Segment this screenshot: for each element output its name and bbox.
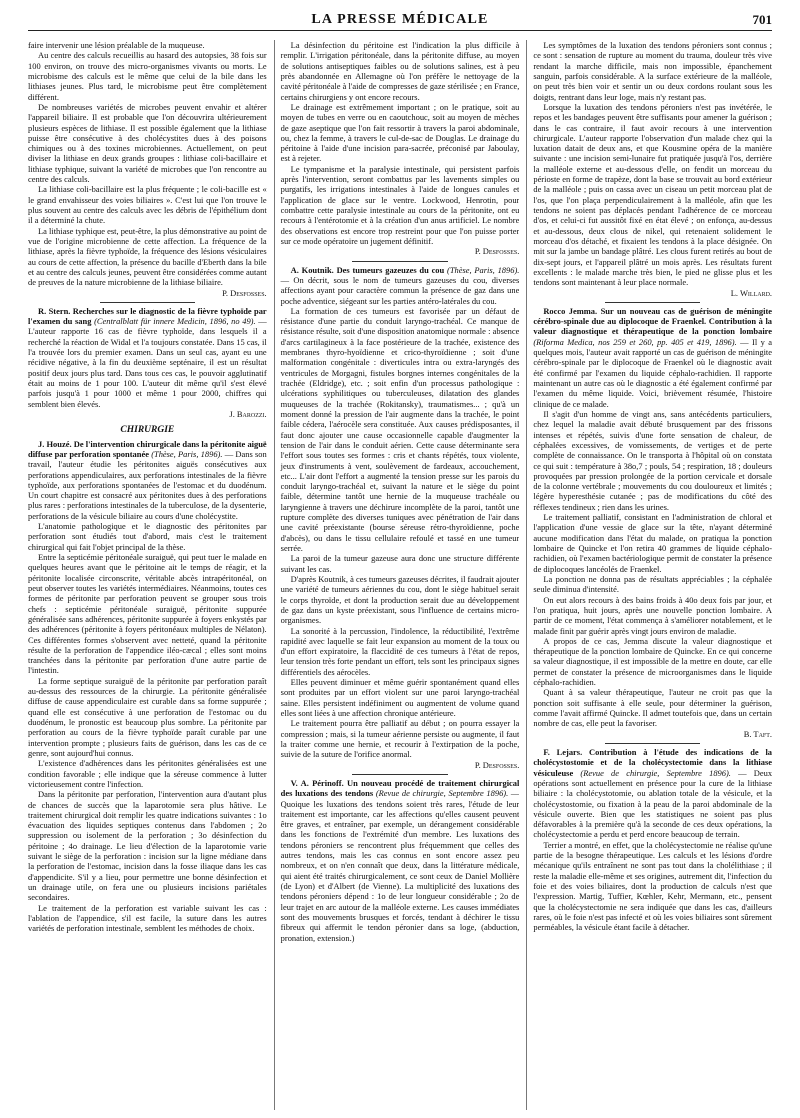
article-body: — Il y a quelques mois, l'auteur avait rapporté un cas de guérison de méningite cérébro-spinale par le diplocoque de Fraenkel où le diagnostic avait été confirmé par l'examen du liquide céphalo-rachidien. Il rapporte maintenant un autre cas où le diagnostic a été également confirmé par l'examen du même liquide. Voici, brièvement résumée, l'histoire clinique de ce malade. — [533, 336, 773, 409]
paragraph: D'après Koutnik, à ces tumeurs gazeuses décrites, il faudrait ajouter une variété de tumeurs aériennes du cou, dont le siège habituel serait le corps thyroïde, et dont la production serait due au développement de gaz dans un kyste préexistant, sous l'influence de certains micro-organismes. — [280, 573, 520, 626]
article-jemma — [533, 306, 772, 409]
paragraph: Dans la péritonite par perforation, l'intervention aura d'autant plus de chances de succès que la laparotomie sera plus hâtive. Le traitement chirurgical doit remplir les quatre indications suivantes : 1o évacuation des liquides septiques contenus dans l'abdomen ; 2o suppression ou isolement de la perforation ; 3o désinfection du péritoine ; 4o drainage. Le lieu d'élection de la laparotomie varie suivant le siège de la perforation : incision sur la ligne médiane dans la perforation de l'estomac, incision dans la fosse iliaque dans les cas d'appendicite. S'il y a lieu, pour permettre une bonne désinfection et un drainage utile, on fera une ou plusieurs incisions pariétales secondaires. — [28, 789, 267, 903]
article-body: — On décrit, sous le nom de tumeurs gazeuses du cou, diverses affections ayant pour caractère commun la présence de gaz dans une poche adventice, siégeant sur les parties antéro-latérales du cou. — [280, 274, 520, 306]
paragraph: La ponction ne donna pas de résultats appréciables ; la céphalée seule diminua d'intensité. — [533, 573, 773, 595]
divider — [352, 261, 447, 262]
article-reference: (Thèse, Paris, 1896). — [151, 448, 223, 459]
divider — [352, 774, 447, 775]
paragraph: Terrier a montré, en effet, que la cholécystectomie ne réalise qu'une partie de la besogne thérapeutique. Les calculs et les lésions d'ordre mécanique qu'ils entraînent ne sont pas tout dans la cholélithiase ; il reste la maladie elle-même et ses origines, autrement dit, l'infection du foie et des voies biliaires, dont la production de calculs n'est que l'expression. Martig, Tuffier, Kœhler, Kehr, Mermann, etc., pensent que la cholécystectomie ne sera indiquée que dans les cas, d'ailleurs rares, où le foie n'est pas infecté et où les voies biliaires sont sûrement perméables, la vésicule étant facile à détacher. — [533, 839, 773, 933]
paragraph: Le tympanisme et la paralysie intestinale, qui persistent parfois après l'intervention, seront combattus par les lavements simples ou purgatifs, les irrigations intestinales à l'aide de longues canules et l'application de glace sur le ventre. Lockwood, Henrotin, pour combattre cette paralysie intestinale au cours de la péritonite, ont eu recours à l'entérotomie et à la création d'un anus artificiel. Le nombre des observations est encore trop restreint pour que l'on puisse porter sur ce mode opératoire un jugement définitif. — [280, 163, 520, 246]
article-author: R. Stern. — [38, 305, 71, 316]
signature: P. Desfosses. — [222, 287, 267, 298]
paragraph: Il s'agit d'un homme de vingt ans, sans antécédents particuliers, chez lequel la maladie avait débuté brusquement par des frissons intenses et répétés, suivis d'une forte sensation de chaleur, de céphalées excessives, de vomissements, de vertiges et de perte complète de connaissance. On le transporta à l'hôpital où on constata ce qui suit : température à 38o,7 ; pouls, 54 ; respiration, 18 ; douleurs provoquées par pression prolongée de la portion cervicale et dorsale de la colonne vertébrale ; mouvements du cou douloureux et limités ; légère hyperesthésie cutanée ; pas de modifications du côté des réflexes tendineux ; rien dans les urines. — [533, 408, 773, 512]
paragraph: Le traitement pourra être palliatif au début ; on pourra essayer la compression ; mais, si la tumeur aérienne persiste ou augmente, il faut la traiter comme une hernie, et recourir à l'extirpation de la poche, suivie de la suture de l'orifice anormal. — [280, 718, 520, 760]
article-body: — Quoique les luxations des tendons soient très rares, l'étude de leur traitement est importante, car les affections qu'elles causent peuvent être graves, et entraîner, par exemple, un dérangement considérable dans les fonctions de l'extrémité d'un membre. Les luxations des tendons péroniers se rencontrent plus fréquemment que celles des autres tendons, mais les cas connus en sont encore assez peu nombreux, et on n'en connaît que deux, dans la littérature médicale, qui aient été traités chirurgicalement, ce sont ceux de Daniel Mollière (de Lyon) et d'Albert (de Vienne). La multiplicité des luxations des tendons péroniers dépend : 1o de leur longueur considérable ; 2o de leur trajet en arc autour de la malléole externe. Les causes immédiates sont des mouvements brusques et forcés, tendant à déchirer le tissu fibreux qui affermit le tendon péronier dans sa loge, (abduction, pronation, extension.) — [280, 788, 520, 943]
column-1 — [28, 40, 267, 1110]
article-body: — Dans son travail, l'auteur étudie les péritonites aiguës consécutives aux perforations appendiculaires, aux perforations intestinales de la fièvre typhoïde, aux perforations spontanées de l'estomac et du duodénum. Un court chapitre est consacré aux péritonites dues à des perforations plus rares : perforations intestinales de la tuberculose, de la dysenterie, perforations de la vésicule biliaire au cours d'une cholécystite. — [28, 448, 267, 521]
paragraph: L'existence d'adhérences dans les péritonites généralisées est une condition favorable ; elle indique que la séreuse commence à lutter victorieusement contre l'infection. — [28, 758, 267, 789]
paragraph: La formation de ces tumeurs est favorisée par un défaut de résistance d'une partie du conduit laryngo-trachéal. Ce manque de résistance résulte, soit d'une disposition anatomique normale : absence d'arcs cartilagineux à la face postérieure de la trachée, existence des membranes thyro-hyoïdienne et crico-thyroïdienne ; soit d'une malformation congénitale : diverticules intra ou extra-laryngés des ventricules de Morgagni, fistules borgnes internes congénitales de la trachée (Eldridge), etc. ; soit enfin d'un processus pathologique : ulcérations syphilitiques ou tuberculeuses, dilatation des glandes muqueuses de la trachée (Rokitansky), traumatismes... ; qu'à un moment donné la pression de l'air augmente dans la trachée, le point faible cédera, l'aérocèle sera constituée. Aux causes prédisposantes, il faut donc ajouter une cause occasionnelle capable d'augmenter la tension de l'air dans le conduit aérien. Cette cause déterminante sera l'effort sous toutes ses formes : cris et chants répétés, toux violente, jeux d'instruments à vent, soulèvement de fardeaux, accouchement, etc... L'air dont l'effort a augmenté la tension presse sur les parois du conduit laryngo-trachéal et, suivant la nature et le siège du point faible, détermine tantôt une hernie de la muqueuse trachéale ou laryngienne à travers une déchirure incomplète de la paroi, tantôt une rupture complète des diverses tuniques avec pénétration de l'air dans une cavité préexistante (bourse séreuse rétro-thyroïdienne, poche d'abcès), ou dans le tissu cellulaire refoulé et tassé en une tumeur serrée. — [280, 305, 520, 553]
paragraph: faire intervenir une lésion préalable de la muqueuse. — [28, 40, 205, 50]
article-author: F. Lejars. — [543, 746, 583, 757]
paragraph: A propos de ce cas, Jemma discute la valeur diagnostique et thérapeutique de la ponction lombaire de Quincke. En ce qui concerne sa valeur diagnostique, il est impossible de la mettre en doute, car elle permet de constater la présence de microorganismes dans le liquide céphalo-rachidien. — [533, 635, 773, 688]
article-title: De l'intervention chirurgicale dans la péritonite aiguë diffuse par perforation spontanée — [28, 438, 267, 459]
article-koutnik — [281, 265, 520, 306]
paragraph: Au centre des calculs recueillis au hasard des autopsies, 38 fois sur 100 environ, on trouve des micro-organismes vivants ou morts. Le microbisme des calculs est le même que celui de la bile dans les lithiases jeunes. Plus tard, le microbisme peut être complètement différent. — [28, 50, 267, 102]
paragraph: Le drainage est extrêmement important ; on le pratique, soit au moyen de tubes en verre ou en caoutchouc, soit au moyen de mèches de gaze aseptique que l'on fait ressortir à travers la paroi abdominale, ou, chez la femme, à travers le cul-de-sac de Douglas. Le drainage du péritoine à l'aide d'une incision para-sacrée, préconisé par Jaboulay, est à rejeter. — [280, 101, 520, 164]
article-author: J. Houzé. — [38, 438, 72, 449]
paragraph: Quant à sa valeur thérapeutique, l'auteur ne croit pas que la ponction soit suffisante à elle seule, pour déterminer la guérison, comme l'avait affirmé Quincke. Il admet toutefois que, dans un certain nombre de cas, elle peut la favoriser. — [533, 687, 773, 729]
column-2 — [274, 40, 520, 1110]
signature: J. Barozzi. — [229, 408, 267, 419]
article-lejars — [533, 747, 772, 840]
divider — [605, 743, 700, 744]
section-heading: CHIRURGIE — [120, 425, 175, 436]
paragraph: Lorsque la luxation des tendons péroniers n'est pas invétérée, le repos et les bandages peuvent être suffisants pour amener la guérison ; dans le cas contraire, il faut avoir recours à une intervention chirurgicale. L'auteur rapporte l'observation d'un malade chez qui la luxation datait de deux ans, et que Kousmine opéra de la manière suivante : une incision semi-lunaire fut pratiquée jusqu'à l'os, derrière la malléole externe et au-dessous d'elle, on fendit un morceau du périoste en forme de trapèze, dont la base se trouvait au bord extérieur de la malléole ; puis on cassa avec un ciseau un petit morceau plat de l'os, que l'on plaça perpendiculairement à la malléole, afin que les tendons ne soient pas déplacés pendant l'adhérence de ce morceau d'os, et celui-ci fut aussitôt fixé en état élevé ; on enfonça, au-dessus et au-dessous, deux clous de nikel, qui retenaient solidement le morceau d'os détaché, et fixaient les tendons à la place désignée. On mit sur la jambe un bandage plâtré. Les clous furent retirés au bout de dix-sept jours, et l'appareil plâtré un mois après. Les résultats furent excellents : le malade marche très bien, le pied ne glisse plus et les tendons sont maintenant à leur place normale. — [533, 101, 773, 288]
paragraph: La lithiase typhique est, peut-être, la plus démonstrative au point de vue de l'origine microbienne de cette affection. La fréquence de la lithiase, après la fièvre typhoïde, la fréquence des lésions vésiculaires au cours de cette affection, la présence du bacille d'Eberth dans la bile et au centre des calculs jeunes, peuvent être considérées comme autant de preuves de la nature microbienne de la lithiase biliaire. — [28, 225, 267, 288]
paragraph: Le traitement palliatif, consistant en l'administration de chloral et l'application d'une vessie de glace sur la tête, n'ayant déterminé aucune modification dans l'état du malade, on pratiqua la ponction lombaire de Quincke et l'on retira 40 grammes de liquide céphalo-rachidien, où l'examen bactériologique permit de constater la présence de diplocoques lancéolés de Fraenkel. — [533, 512, 773, 574]
paragraph: La forme septique suraiguë de la péritonite par perforation paraît au-dessus des ressources de la chirurgie. La péritonite généralisée diffuse de cause appendiculaire est curable dans sa forme suppurée ; quand elle est consécutive à une perforation de l'estomac ou du duodénum, le pronostic est beaucoup plus sombre. La péritonite par perforation au cours de la fièvre typhoïde paraît curable par une intervention prompte ; plusieurs faits de guérison, dans les cas de ce genre, sont aujourd'hui connus. — [28, 675, 267, 758]
article-title: Sur un nouveau cas de guérison de méningite cérébro-spinale due au diplocoque de Fraenkel. Contribution à la valeur diagnostique et thérapeutique de la ponction lombaire — [533, 305, 773, 337]
article-body: — L'auteur rapporte 16 cas de fièvre typhoïde, dans lesquels il a recherché la réaction de Widal et l'a toujours constatée. Dans 15 cas, il l'a trouvée lors du premier examen. Dans un seul cas, ayant eu une récidive négative, à la fin du deuxième septénaire, il est un résultat positif deux jours plus tard. Dans tous ces cas, le pouvoir agglutinatif était au moins de 1 pour 100. L'auteur dit même qu'il s'est élevé parfois jusqu'à 1 pour 1000 et même 1 pour 2000, chiffres qui semblent bien élevés. — [28, 316, 267, 409]
article-reference: (Thèse, Paris, 1896). — [447, 264, 520, 275]
paragraph: La lithiase coli-bacillaire est la plus fréquente ; le coli-bacille est « le grand envahisseur des voies biliaires ». C'est lui que l'on trouve le plus souvent au centre des calculs avec les débris de l'épithélium dont il a déterminé la chute. — [28, 184, 267, 226]
paragraph: Elles peuvent diminuer et même guérir spontanément quand elles sont produites par un effort violent sur une paroi laryngo-trachéal saine. Elles persistent indéfiniment ou augmentent de volume quand elles sont liées à une affection chronique antérieure. — [280, 677, 520, 718]
article-reference: (Revue de chirurgie, Septembre 1896). — [375, 788, 509, 799]
paragraph: La paroi de la tumeur gazeuse aura donc une structure différente suivant les cas. — [280, 553, 520, 574]
paragraph: Les symptômes de la luxation des tendons péroniers sont connus ; ce sont : sensation de rupture au moment du trauma, douleur très vive rendant la marche difficile, mais non impossible, épanchement sanguin, parfois considérable. A la surface extérieure de la malléole, on peut très bien voir et sentir un ou deux cordons roulant sous les doigts, rentrant dans leur loge, mais n'y restant pas. — [533, 40, 773, 102]
divider — [605, 302, 700, 303]
article-title: Contribution à l'étude des indications de la cholécystostomie et de la cholécystectomie dans la lithiase vésiculeuse — [533, 746, 773, 778]
article-author: Rocco Jemma. — [543, 305, 598, 316]
signature: B. Taft. — [743, 728, 773, 739]
journal-title: LA PRESSE MÉDICALE — [311, 12, 489, 27]
article-title: Des tumeurs gazeuzes du cou — [336, 264, 445, 275]
paragraph: Entre la septicémie péritonéale suraiguë, qui peut tuer le malade en quelques heures avant que le péritoine ait le temps de réagir, et la péritonite localisée circonscrite, véritable abcès intrapéritonéal, on peut observer toutes les variétés intermédiaires. Néanmoins, toutes ces formes de péritonite par perforation peuvent se grouper sous trois chefs : septicémie péritonéale suraiguë, péritonite suppurée généralisée sans adhérences, péritonite suppurée à foyers enkystés par des adhérences (péritonite à foyers péritonéaux multiples de Nélaton). Ces différentes formes s'observent avec netteté, quand la péritonite résulte de la perforation de l'appendice iléo-cæcal ; elles sont moins tranchées dans la péritonite par perforation d'une autre partie de l'intestin. — [28, 552, 267, 676]
article-perinoff — [281, 778, 520, 943]
article-reference: (Centralblatt für innere Medicin, 1896, no 49). — [94, 316, 256, 327]
divider — [100, 302, 195, 303]
article-reference: (Revue de chirurgie, Septembre 1896). — [580, 767, 731, 778]
paragraph: De nombreuses variétés de microbes peuvent envahir et altérer l'appareil biliaire. Il est probable que l'on découvrira ultérieurement plusieurs espèces de lithiase. Il est possible également que la lithiase puisse être consécutive à des cholécystites dues à des poisons chimiques ou à des toxines microbiennes. Actuellement, on peut diviser la lithiase en deux grands groupes : lithiase coli-bacillaire et lithiase typhique, suivant la variété de microbes que l'on rencontre au centre des calculs. — [28, 101, 267, 185]
signature: P. Desfosses. — [474, 759, 520, 770]
column-3 — [526, 40, 772, 1110]
article-author: V. A. Périnoff. — [290, 777, 344, 788]
paragraph: La désinfection du péritoine est l'indication la plus difficile à remplir. L'irrigation péritonéale, dans la péritonite diffuse, au moyen de solutions antiseptiques faibles ou de solutions salines, est à peu près abandonnée en Allemagne où l'on préfère le nettoyage de la cavité péritonéale à l'aide de compresses de gaze stérilisée ; en France, certains chirurgiens y ont encore recours. — [280, 40, 520, 102]
article-author: A. Koutnik. — [290, 264, 334, 275]
paragraph: L'anatomie pathologique et le diagnostic des péritonites par perforation sont étudiés tout d'abord, mais c'est le traitement chirurgical qui fait l'objet principal de la thèse. — [28, 521, 267, 552]
article-reference: (Riforma Medica, nos 259 et 260, pp. 405 et 419, 1896). — [533, 336, 737, 347]
page-header — [28, 10, 772, 31]
text-columns — [28, 40, 772, 1110]
article-body: — Deux opérations sont actuellement en présence pour la cure de la lithiase biliaire : la cholécystotomie, ou ablation totale de la vésicule, et la cholécystostomie, ou fixation à la peau de la paroi abdominale de la vésicule ouverte. Bien que les statistiques ne soient pas plus défavorables à la première qu'à la seconde de ces deux opérations, la cholécystectomie a perdu et perd encore beaucoup de terrain. — [533, 767, 773, 840]
paragraph: La sonorité à la percussion, l'indolence, la réductibilité, l'extrême rapidité avec laquelle se fait leur expansion au moment de la toux ou d'un effort expiratoire, la flaccidité de ces tumeurs à l'état de repos, leur tension très forte pendant un effort, tels sont les principaux signes différentiels des aérocèles. — [280, 625, 520, 677]
article-stern — [28, 306, 267, 409]
page-number: 701 — [752, 12, 772, 27]
article-title: Recherches sur le diagnostic de la fièvre typhoïde par l'examen du sang — [28, 305, 267, 327]
article-houze — [28, 439, 267, 522]
paragraph: On eut alors recours à des bains froids à 40o deux fois par jour, et l'on pratiqua, huit jours, après une nouvelle ponction lombaire. A partir de ce moment, l'état commença à s'améliorer notablement, et le malade finit par guérir après vingt jours environ de maladie. — [533, 594, 773, 636]
paragraph: Le traitement de la perforation est variable suivant les cas : l'ablation de l'appendice, s'il est facile, la suture dans les autres variétés de perforation intestinale, semblent les méthodes de choix. — [28, 902, 267, 934]
signature: P. Desfosses. — [474, 246, 520, 257]
signature: L. Willard. — [730, 287, 773, 298]
article-title: Un nouveau procédé de traitement chirurgical des luxations des tendons — [280, 777, 520, 799]
